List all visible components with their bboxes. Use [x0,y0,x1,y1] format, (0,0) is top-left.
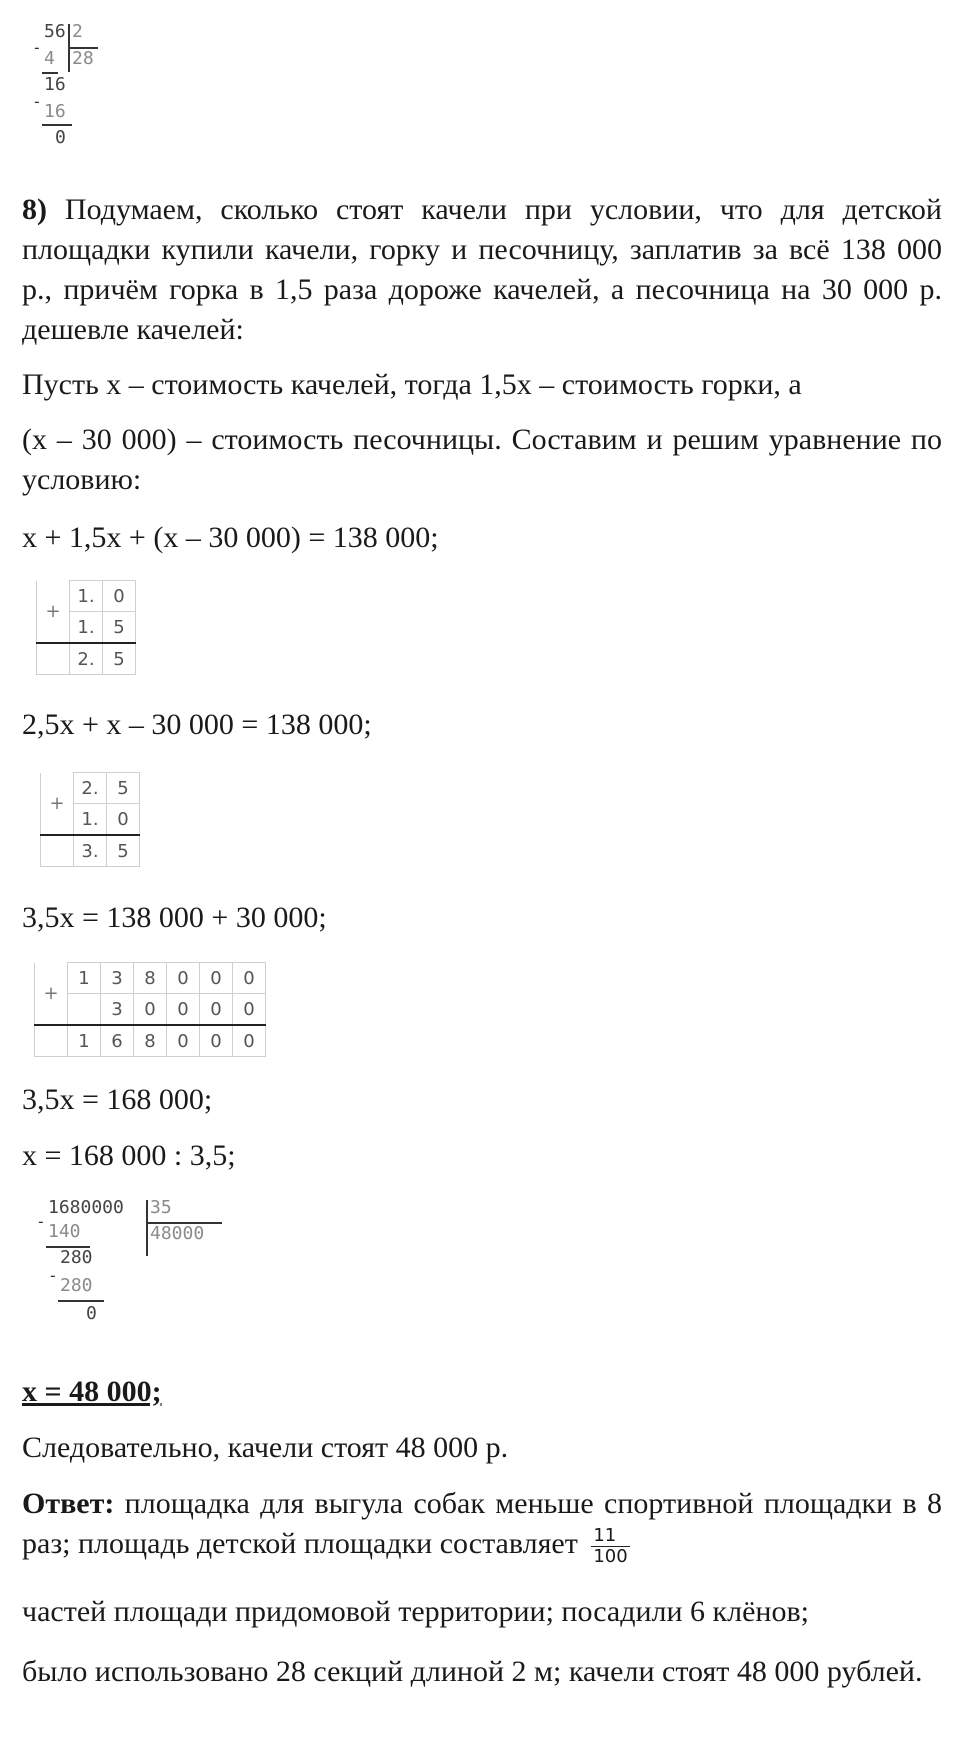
minus-sign: - [36,1212,46,1231]
final-remainder: 0 [55,127,66,148]
minus-sign: - [48,1266,58,1285]
digit-cell: 0 [167,994,200,1026]
fraction-denominator: 100 [593,1545,628,1567]
answer-text-3: было использовано 28 секций длиной 2 м; качели стоят 48 000 рублей. [22,1655,923,1688]
digit-cell: 0 [167,963,200,994]
minus-sign: - [32,38,42,57]
problem-8-text [22,190,942,350]
plus-sign: + [41,773,74,836]
sum-cell: 0 [233,1025,266,1057]
subtrahend-1: 140 [48,1221,81,1242]
dividend: 1680000 [48,1197,124,1218]
equation-2: 2,5х + х – 30 000 = 138 000; [22,708,372,741]
blank-cell [35,1025,68,1057]
answer-block-1 [22,1484,942,1567]
addition-table-2 [40,772,140,867]
subtraction-line-2 [58,1300,104,1302]
sum-cell: 1 [68,1025,101,1057]
subtrahend-2: 16 [44,101,66,122]
blank-cell [41,835,74,867]
remainder-1: 280 [60,1247,93,1268]
final-remainder: 0 [86,1303,97,1324]
remainder-1: 16 [44,74,66,95]
answer-label: Ответ: [22,1487,115,1520]
long-division-1680000-by-35 [36,1198,236,1348]
sum-cell: 5 [107,835,140,867]
let-line: Пусть х – стоимость качелей, тогда 1,5х – стоимость горки, а [22,368,802,401]
long-division-56-by-2 [30,22,120,152]
digit-cell: 2. [74,773,107,804]
sum-cell: 0 [167,1025,200,1057]
subtraction-line-2 [42,124,72,126]
digit-cell: 0 [134,994,167,1026]
sandbox-line: (х – 30 000) – стоимость песочницы. Составим и решим уравнение по условию: [22,423,942,496]
sum-cell: 6 [101,1025,134,1057]
sum-cell: 8 [134,1025,167,1057]
result-value: х = 48 000; [22,1375,162,1408]
digit-cell: 8 [134,963,167,994]
division-vertical-bar [146,1200,148,1256]
fraction-numerator: 11 [591,1526,629,1547]
digit-cell: 3 [101,994,134,1026]
divisor: 35 [150,1197,172,1218]
equation-3: 3,5х = 138 000 + 30 000; [22,901,327,934]
blank-cell [37,643,70,675]
addition-table-1 [36,580,136,675]
addition-table-3 [34,962,266,1057]
sum-cell: 2. [70,643,103,675]
digit-cell: 0 [200,994,233,1026]
digit-cell: 1. [70,612,103,644]
problem-statement: Подумаем, сколько стоят качели при условии, что для детской площадки купили качели, горку и песочницу, заплатив за всё 138 000 р., причём горка в 1,5 раза дороже качелей, а песочница на 30 000 р. дешевле качелей: [22,193,942,346]
divisor: 2 [72,21,83,42]
quotient: 28 [72,48,94,69]
digit-cell: 5 [103,612,136,644]
subtrahend-1: 4 [44,48,55,69]
minus-sign: - [32,92,42,111]
sum-cell: 5 [103,643,136,675]
fraction-11-100 [591,1526,629,1567]
digit-cell: 0 [103,581,136,612]
answer-text-1: площадка для выгула собак меньше спортивной площадки в 8 раз; площадь детской площадки составляет [22,1487,942,1560]
digit-cell: 3 [101,963,134,994]
dividend: 56 [44,21,66,42]
subtrahend-2: 280 [60,1275,93,1296]
sum-cell: 3. [74,835,107,867]
sum-cell: 0 [200,1025,233,1057]
result [22,1372,942,1412]
digit-cell: 5 [107,773,140,804]
conclusion: Следовательно, качели стоят 48 000 р. [22,1431,509,1464]
digit-cell: 0 [233,994,266,1026]
digit-cell: 0 [233,963,266,994]
equation-5: х = 168 000 : 3,5; [22,1139,236,1172]
plus-sign: + [37,581,70,644]
equation-1: х + 1,5х + (х – 30 000) = 138 000; [22,521,439,554]
problem-number: 8) [22,193,47,226]
digit-cell: 1. [74,804,107,836]
quotient: 48000 [150,1223,205,1244]
plus-sign: + [35,963,68,1026]
digit-cell: 0 [200,963,233,994]
digit-cell: 1. [70,581,103,612]
digit-cell [68,994,101,1026]
equation-4: 3,5х = 168 000; [22,1083,213,1116]
answer-text-2: частей площади придомовой территории; посадили 6 клёнов; [22,1595,809,1628]
digit-cell: 1 [68,963,101,994]
digit-cell: 0 [107,804,140,836]
